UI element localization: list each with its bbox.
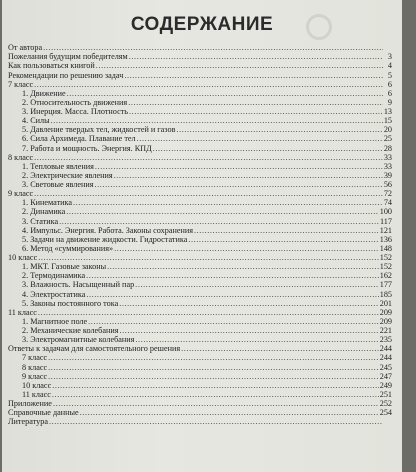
toc-leader-dots [86,271,379,280]
toc-leader-dots [52,381,379,390]
toc-entry [8,417,392,426]
toc-entry-label: 6. Сила Архимеда. Плавание тел [22,134,136,144]
toc-leader-dots [124,71,383,80]
toc-leader-dots [129,107,383,116]
toc-subentry [8,335,392,344]
toc-page-number: 4 [387,61,392,71]
toc-entry-label: 8 класс [22,362,48,372]
toc-page-number: 5 [387,70,392,80]
toc-entry [8,344,392,353]
toc-entry-label: Справочные данные [8,408,79,418]
book-page [2,0,402,472]
toc-page-number: 249 [379,380,392,390]
toc-page-number: 235 [379,335,392,345]
toc-entry-label: Приложение [8,399,52,408]
toc-entry-label: Как пользоваться книгой [8,61,95,71]
toc-entry-label: 4. Электростатика [22,289,86,299]
toc-entry-label: 7 класс [22,353,48,363]
toc-entry-label: Ответы к задачам для самостоятельного решения [8,344,181,354]
toc-page-number: 25 [383,134,392,144]
toc-page-number: 252 [379,399,392,408]
toc-entry-label: 10 класс [22,380,52,390]
toc-subentry [8,326,392,335]
toc-subentry [8,216,392,225]
toc-entry-label: 2. Механические колебания [22,326,119,335]
toc-entry [8,153,392,162]
toc-leader-dots [34,189,383,198]
toc-entry [8,189,392,198]
toc-leader-dots [153,144,383,153]
toc-page-number: 244 [379,344,392,354]
toc-subentry [8,299,392,308]
toc-entry-label: 1. МКТ. Газовые законы [22,262,107,272]
toc-leader-dots [48,353,379,362]
toc-leader-dots [135,280,379,289]
toc-entry [8,308,392,317]
toc-leader-dots [38,308,379,317]
toc-entry-label: 3. Статика [22,216,59,226]
toc-leader-dots [107,262,379,271]
toc-page-number: 152 [379,253,392,262]
toc-entry [8,408,392,417]
toc-page-number: 72 [383,189,392,199]
toc-entry-label: 3. Инерция. Масса. Плотность [22,107,129,116]
toc-subentry [8,226,392,235]
toc-leader-dots [114,171,383,180]
toc-page-number: 209 [379,316,392,326]
toc-subentry [8,125,392,134]
toc-subentry [8,289,392,298]
toc-subentry [8,207,392,216]
toc-entry-label: 1. Тепловые явления [22,161,94,171]
toc-page-number: 100 [379,207,392,217]
toc-subentry [8,262,392,271]
toc-leader-dots [59,217,379,226]
toc-subentry [8,244,392,253]
toc-leader-dots [119,299,379,308]
toc-page-number: 162 [379,271,392,281]
toc-leader-dots [67,89,383,98]
toc-page-number: 56 [383,180,392,189]
toc-page-number: 201 [379,298,392,308]
toc-leader-dots [34,153,383,162]
toc-entry-label: Литература [8,417,48,427]
toc-subentry [8,143,392,152]
toc-subentry [8,317,392,326]
toc-entry-label: 2. Относительность движения [22,97,128,107]
toc-page-number: 6 [387,79,392,89]
toc-page-number: 33 [383,161,392,171]
toc-leader-dots [43,43,383,52]
toc-page-number: 209 [379,307,392,317]
toc-leader-dots [120,326,379,335]
toc-subentry [8,280,392,289]
toc-page-number: 136 [379,234,392,244]
toc-leader-dots [73,198,383,207]
toc-subentry [8,180,392,189]
toc-leader-dots [194,226,379,235]
toc-page-number: 247 [379,371,392,381]
toc-leader-dots [38,253,379,262]
toc-entry-label: 8 класс [8,152,34,162]
toc-entry [8,43,392,52]
toc-leader-dots [48,372,379,381]
toc-subentry [8,134,392,143]
toc-subentry [8,271,392,280]
toc-entry-label: 5. Задачи на движение жидкости. Гидростатика [22,234,188,244]
toc-entry-label: 2. Электрические явления [22,170,113,180]
toc-page-number: 245 [379,362,392,372]
toc-page-number: 177 [379,280,392,290]
toc-entry-label: 5. Законы постоянного тока [22,298,119,308]
toc-subentry [8,235,392,244]
toc-entry-label: Рекомендации по решению задач [8,70,124,80]
toc-subentry [8,381,392,390]
toc-subentry [8,362,392,371]
toc-leader-dots [94,180,382,189]
toc-page-number: 251 [379,389,392,399]
toc-entry-label: 3. Электромагнитные колебания [22,335,135,345]
toc-entry-label: 5. Давление твердых тел, жидкостей и газов [22,125,176,135]
toc-page-number: 254 [379,408,392,418]
toc-page-number: 185 [379,289,392,299]
toc-entry-label: 9 класс [8,189,34,199]
toc-entry [8,399,392,408]
toc-entry-label: 2. Динамика [22,207,66,217]
toc-entry-label: 11 класс [22,389,51,399]
toc-leader-dots [176,125,382,134]
toc-subentry [8,98,392,107]
toc-leader-dots [48,363,379,372]
toc-page-number: 9 [387,97,392,107]
toc-entry-label: 9 класс [22,371,48,381]
toc-leader-dots [80,408,379,417]
toc-entry [8,52,392,61]
toc-subentry [8,372,392,381]
toc-leader-dots [188,235,378,244]
toc-leader-dots [51,116,383,125]
toc-page-number: 33 [383,152,392,162]
toc-page-number: 15 [383,116,392,126]
toc-entry [8,70,392,79]
toc-leader-dots [88,317,379,326]
toc-leader-dots [181,344,379,353]
toc-entry-label: 1. Движение [22,88,66,98]
toc-entry-label: 6. Метод «суммирования» [22,243,114,253]
toc-leader-dots [128,98,383,107]
toc-leader-dots [137,134,383,143]
toc-entry [8,253,392,262]
toc-page-number: 244 [379,353,392,363]
toc-subentry [8,116,392,125]
toc-page-number: 3 [387,52,392,62]
toc-page-number: 6 [387,88,392,98]
toc-subentry [8,353,392,362]
toc-subentry [8,390,392,399]
toc-leader-dots [53,399,379,408]
toc-leader-dots [129,52,383,61]
toc-entry-label: 4. Импульс. Энергия. Работа. Законы сохранения [22,225,194,235]
toc-page-number: 20 [383,125,392,135]
toc-page-number: 28 [383,143,392,153]
toc-leader-dots [96,61,383,70]
toc-page-number: 121 [379,225,392,235]
toc-page-number: 13 [383,107,392,116]
toc-leader-dots [86,290,378,299]
toc-entry-label: 1. Кинематика [22,198,73,208]
toc-page-number: 39 [383,170,392,180]
toc-entry-label: 10 класс [8,253,38,262]
toc-leader-dots [34,80,383,89]
toc-page-number: 152 [379,262,392,272]
toc-leader-dots [52,390,379,399]
toc-subentry [8,107,392,116]
toc-subentry [8,171,392,180]
toc-entry-label: 7. Работа и мощность. Энергия. КПД [22,143,152,153]
toc-entry-label: Пожелания будущим победителям [8,52,128,62]
toc-page-number: 117 [380,216,392,226]
toc-entry-label: 3. Влажность. Насыщенный пар [22,280,135,290]
toc-entry [8,80,392,89]
toc-subentry [8,198,392,207]
toc-leader-dots [66,207,378,216]
toc-entry-label: 1. Магнитное поле [22,316,88,326]
toc-entry-label: 3. Световые явления [22,180,94,189]
toc-entry-label: 11 класс [8,307,37,317]
toc-subentry [8,162,392,171]
toc-page-number: 221 [379,326,392,335]
toc-entry-label: 4. Силы [22,116,50,126]
toc-subentry [8,89,392,98]
toc-entry-label: 7 класс [8,79,34,89]
toc-entry-label: 2. Термодинамика [22,271,86,281]
toc-leader-dots [114,244,379,253]
toc-page-number: 148 [379,243,392,253]
toc-leader-dots [95,162,383,171]
toc-entry [8,61,392,70]
toc-page-number: 74 [383,198,392,208]
table-of-contents [8,43,392,426]
toc-entry-label: От автора [8,43,43,53]
toc-leader-dots [135,335,378,344]
toc-leader-dots [49,417,383,426]
page-title: СОДЕРЖАНИЕ [130,14,274,35]
